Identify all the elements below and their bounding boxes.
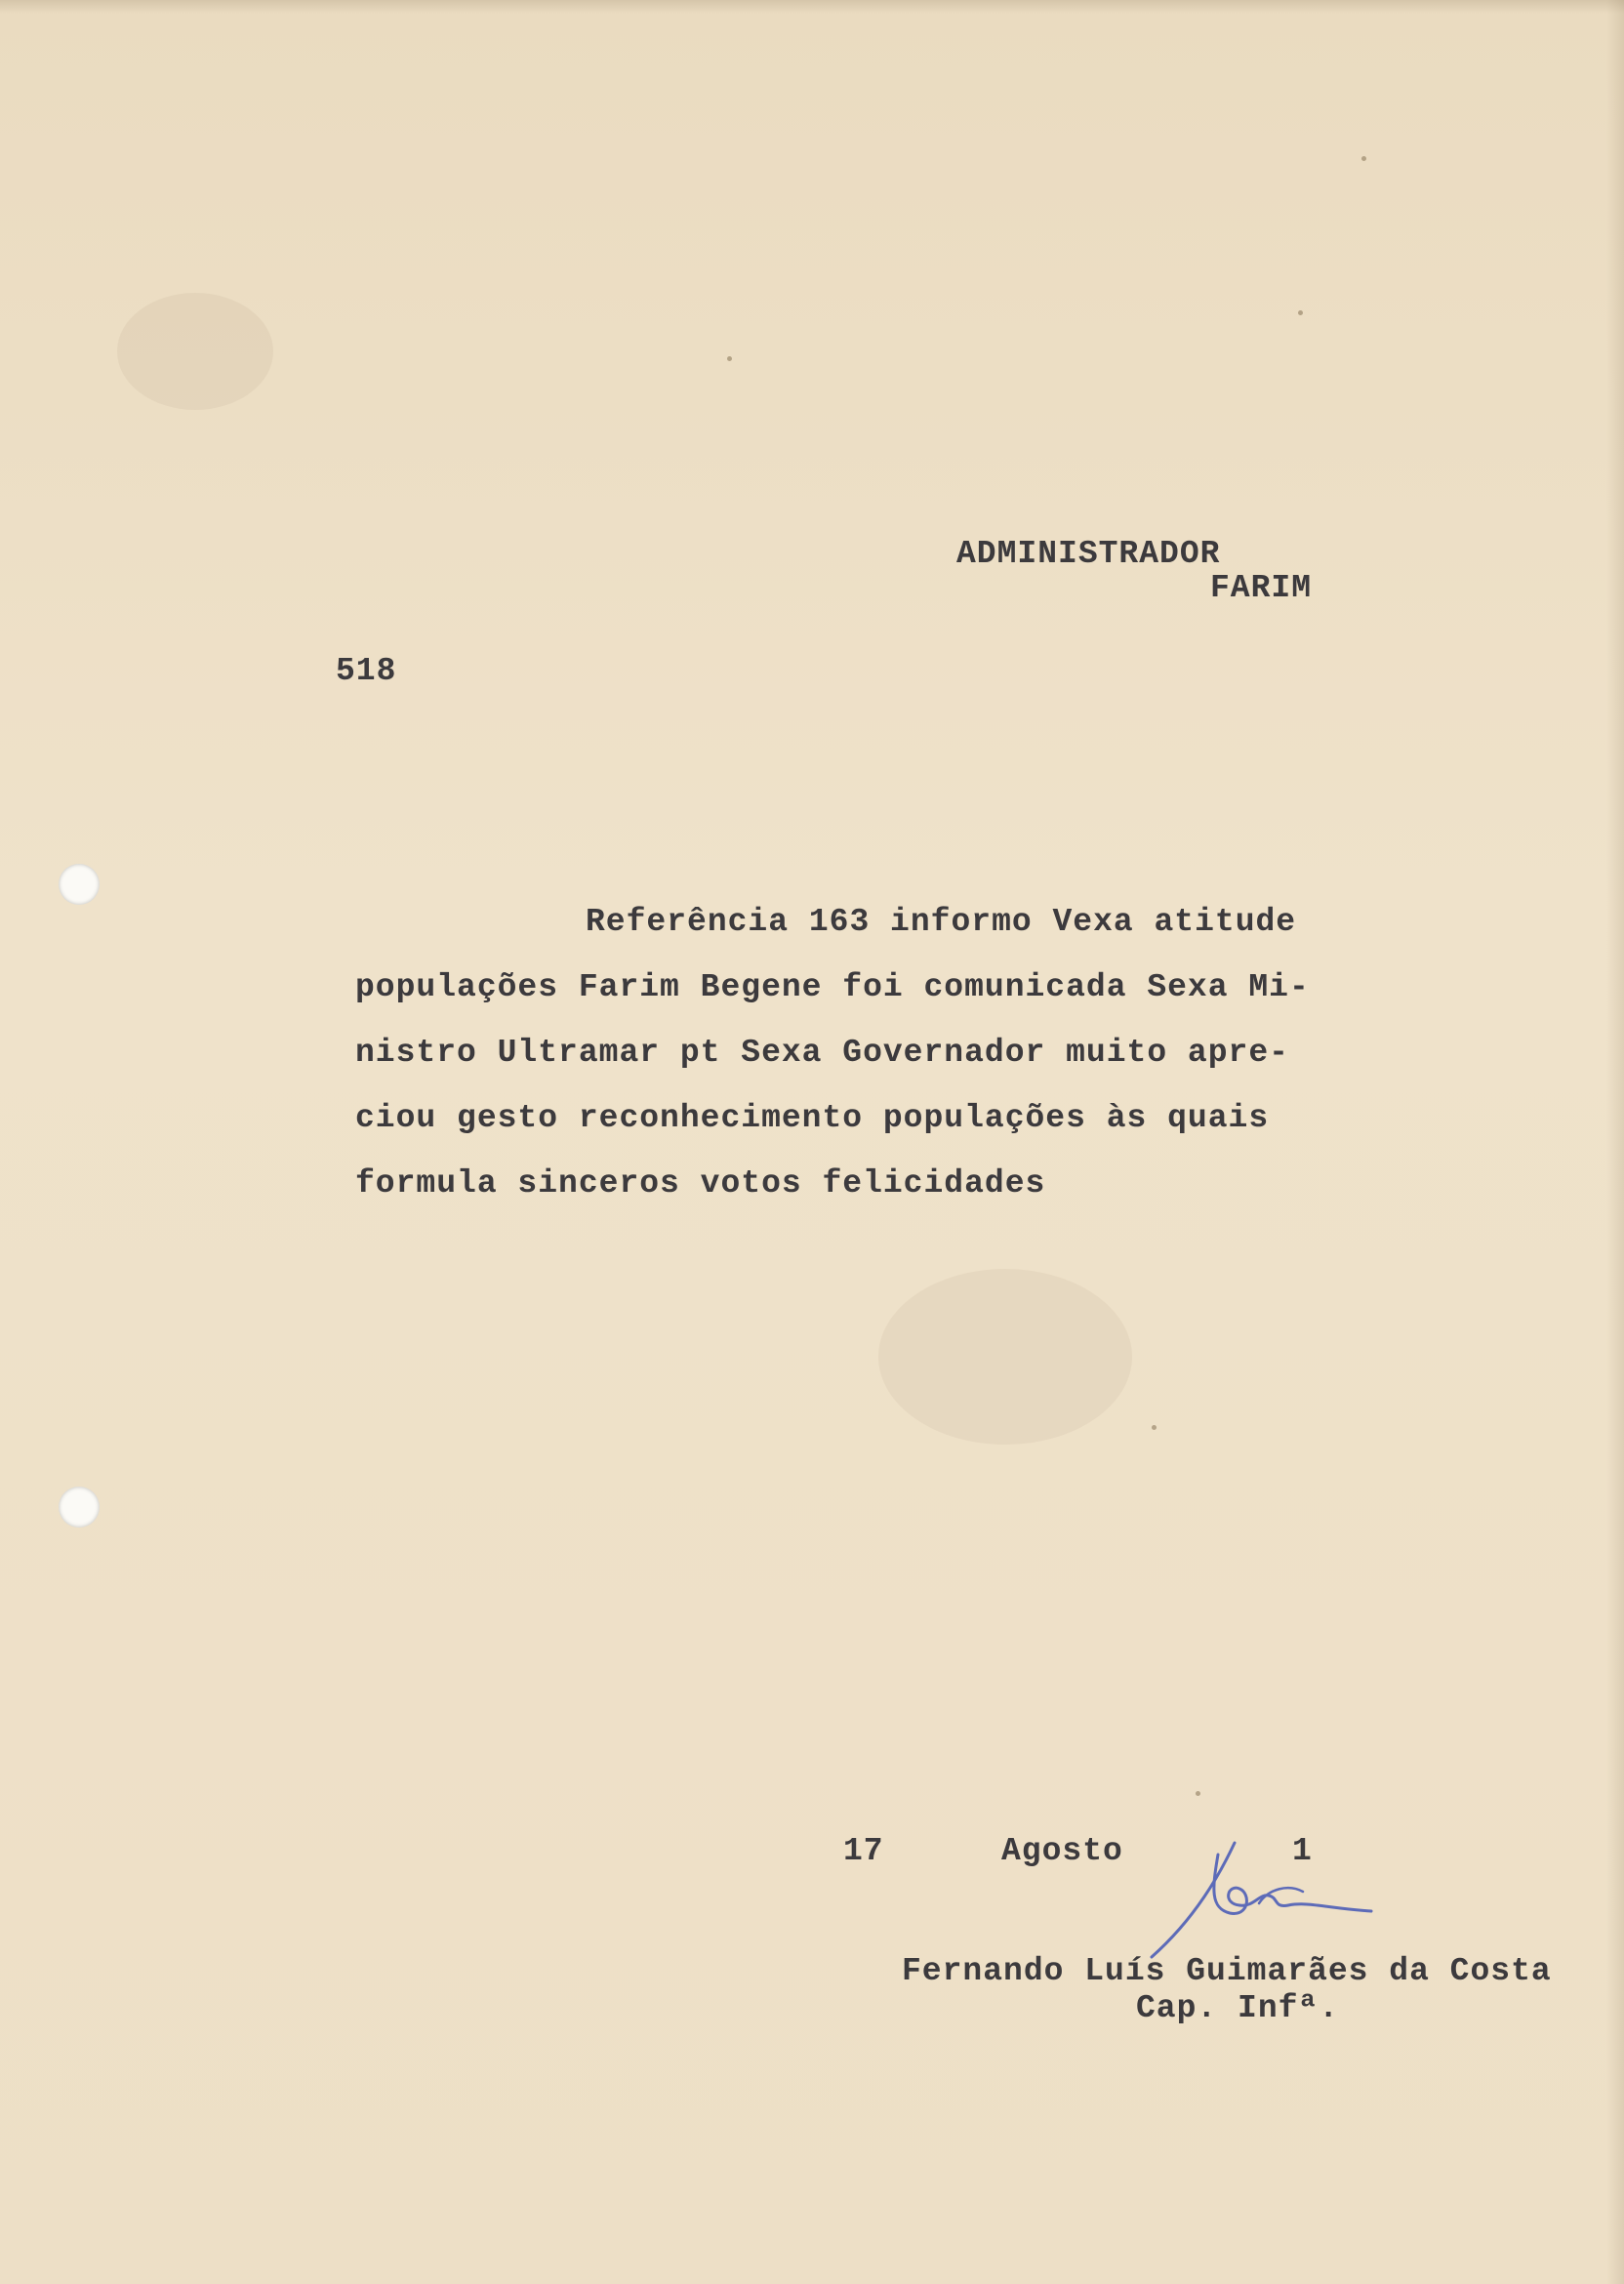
paper-stain [878,1269,1132,1445]
signatory-rank: Cap. Infª. [1136,1990,1340,2026]
paper-right-edge [1606,0,1624,2284]
body-line: formula sinceros votos felicidades [355,1165,1046,1202]
addressee-location: FARIM [1210,570,1313,606]
body-line: populações Farim Begene foi comunicada Sexa Mi- [355,969,1310,1005]
body-line: nistro Ultramar pt Sexa Governador muito apre- [355,1035,1289,1071]
paper-speck [1298,310,1303,315]
body-line: Referência 163 informo Vexa atitude [586,904,1297,940]
date-month: Agosto [1001,1833,1123,1869]
body-line: ciou gesto reconhecimento populações às quais [355,1100,1270,1136]
paper-speck [1196,1791,1200,1796]
paper-speck [727,356,732,361]
paper-speck [1152,1425,1157,1430]
paper-top-edge [0,0,1624,14]
date-year: 1 [1292,1833,1313,1869]
handwritten-signature [1142,1835,1376,1972]
punch-hole [59,864,100,905]
paper-stain [117,293,273,410]
signatory-name: Fernando Luís Guimarães da Costa [902,1953,1552,1989]
reference-number: 518 [336,653,397,689]
addressee-title: ADMINISTRADOR [956,536,1221,572]
paper-speck [1361,156,1366,161]
punch-hole [59,1487,100,1528]
date-day: 17 [843,1833,884,1869]
